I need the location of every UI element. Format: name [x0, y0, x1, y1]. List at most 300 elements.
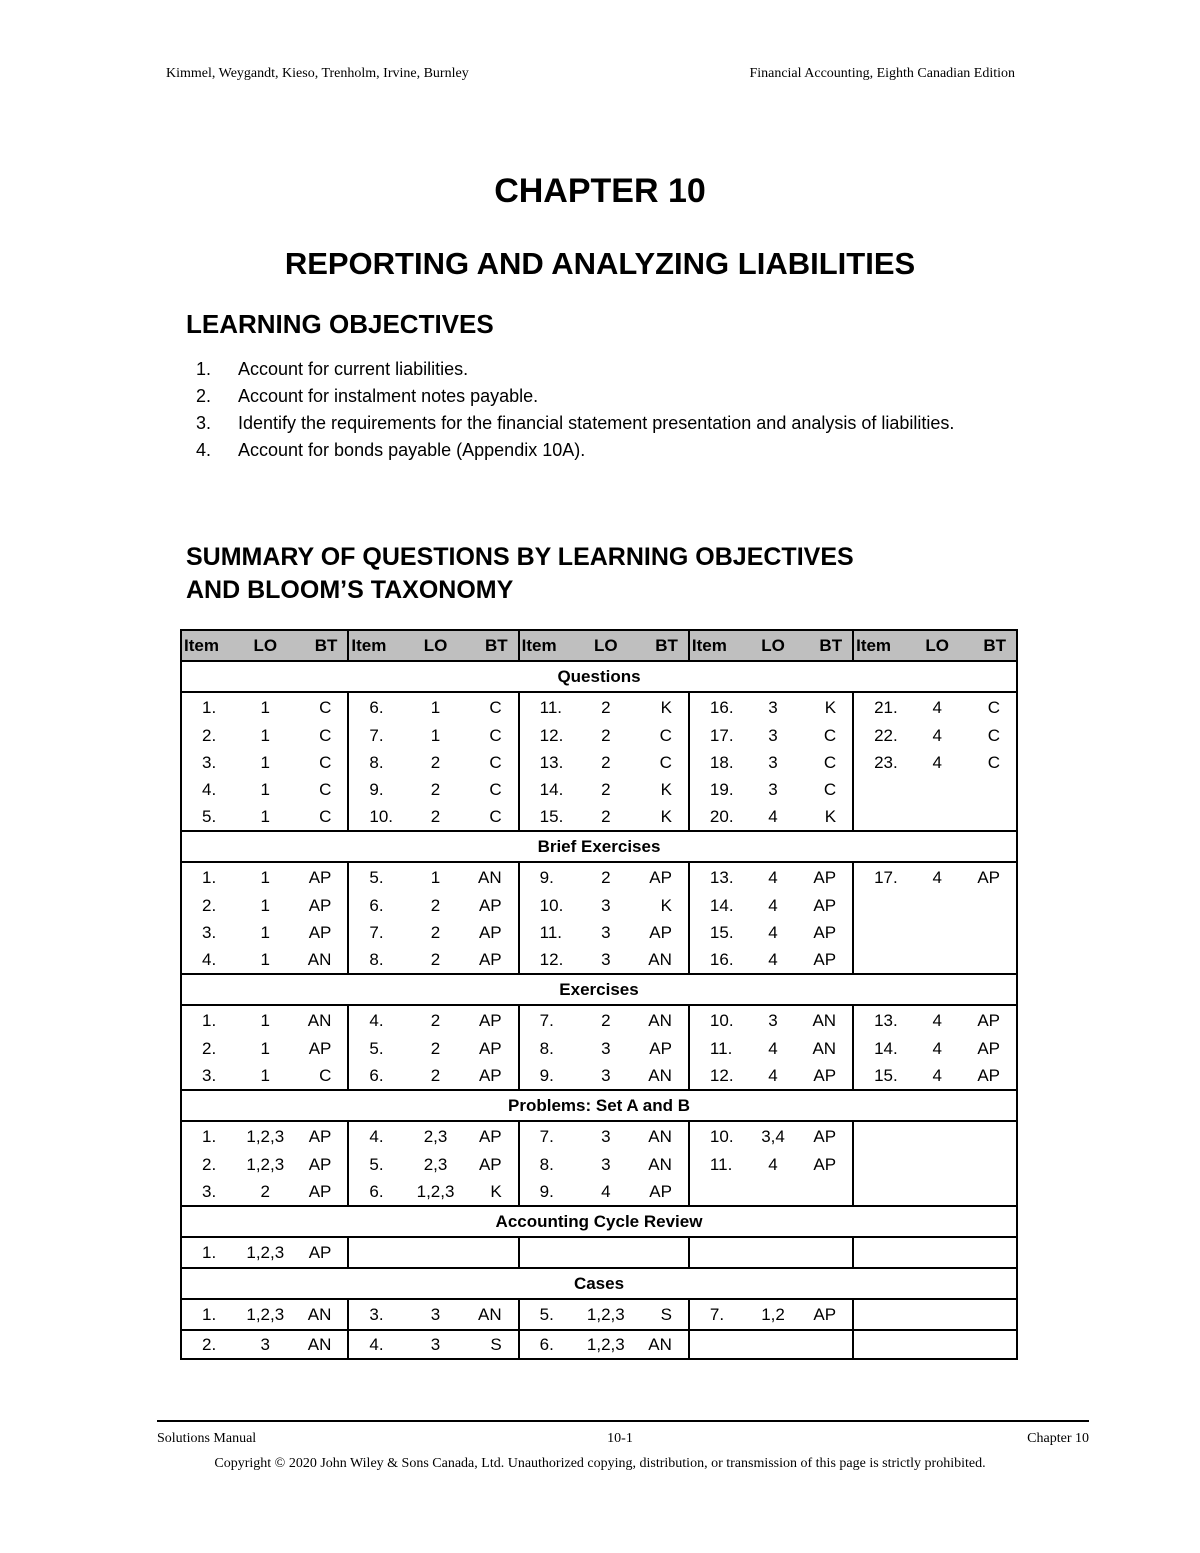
column-header-bt: BT [289, 630, 348, 661]
cell-bt: S [460, 1330, 519, 1359]
cell-lo: 3 [411, 1330, 459, 1359]
cell-lo: 3 [582, 1062, 630, 1090]
cell-lo: 3 [768, 779, 778, 799]
cell-item: 3. [181, 1178, 241, 1206]
cell-bt: AP [958, 1005, 1017, 1035]
cell-bt: K [794, 803, 853, 831]
cell-lo: 3 [768, 752, 778, 772]
cell-bt: C [489, 779, 502, 799]
cell-item: 2. [181, 1035, 241, 1062]
cell-lo: 4 [932, 697, 942, 717]
cell-item: 13. [853, 1005, 916, 1035]
cell-bt [958, 1121, 1017, 1151]
cell-bt: AN [478, 867, 502, 887]
cell-bt: AP [478, 1010, 502, 1030]
cell-item: 12. [519, 722, 582, 749]
learning-objective-item [196, 437, 1026, 464]
running-header-book-title: Financial Accounting, Eighth Canadian Edition [749, 66, 1015, 81]
column-header-bt: BT [958, 630, 1017, 661]
cell-bt: AN [289, 946, 348, 974]
cell-bt: K [460, 1178, 519, 1206]
cell-item [853, 892, 916, 919]
cell-lo [916, 776, 958, 803]
cell-lo: 2 [601, 779, 611, 799]
table-row [181, 1121, 1017, 1151]
cell-bt: C [460, 803, 519, 831]
cell-item: 6. [348, 692, 411, 722]
cell-lo: 1,2,3 [246, 1154, 285, 1174]
cell-item: 6. [519, 1330, 582, 1359]
cell-bt: K [660, 895, 672, 915]
cell-bt: AP [289, 1237, 348, 1268]
cell-lo: 3,4 [761, 1126, 785, 1146]
table-row [181, 749, 1017, 776]
section-header-row [181, 831, 1017, 862]
footer-chapter: Chapter 10 [1027, 1431, 1089, 1446]
cell-bt: AP [649, 922, 672, 942]
cell-item: 6. [348, 892, 411, 919]
cell-item: 16. [689, 692, 752, 722]
cell-item: 13. [689, 862, 752, 892]
cell-bt: AN [812, 1010, 837, 1030]
cell-bt: AP [958, 862, 1017, 892]
cell-bt: AN [648, 1126, 672, 1146]
cell-bt: AP [308, 1038, 332, 1058]
cell-bt: AP [813, 867, 837, 887]
cell-item: 7. [519, 1121, 582, 1151]
cell-item: 10. [519, 892, 582, 919]
column-header-bt: BT [794, 630, 853, 661]
table-row [181, 692, 1017, 722]
cell-item: 1. [181, 862, 241, 892]
cell-lo: 2 [601, 867, 611, 887]
cell-lo: 4 [916, 1062, 958, 1090]
cell-item: 5. [519, 1299, 582, 1330]
cell-bt: AP [794, 1062, 853, 1090]
cell-lo: 1 [260, 752, 270, 772]
objective-text: Identify the requirements for the financial statement presentation and analysis of liabilities. [238, 413, 955, 433]
cell-bt [958, 1299, 1017, 1330]
section-title: Cases [181, 1268, 1017, 1299]
footer-page-number: 10-1 [607, 1431, 633, 1446]
cell-lo: 2 [601, 725, 611, 745]
cell-item: 11. [689, 1151, 752, 1178]
table-row [181, 1330, 1017, 1359]
cell-item: 23. [853, 749, 916, 776]
cell-lo: 2 [601, 1010, 611, 1030]
cell-lo: 1 [430, 867, 441, 887]
cell-bt: AP [813, 1154, 837, 1174]
cell-lo: 2 [430, 922, 441, 942]
cell-bt: AN [289, 1299, 348, 1330]
cell-lo: 1 [260, 779, 270, 799]
cell-lo [916, 1121, 958, 1151]
cell-bt: K [630, 803, 689, 831]
objective-number: 2. [196, 386, 212, 406]
cell-lo: 2 [241, 1178, 289, 1206]
table-row [181, 1237, 1017, 1268]
cell-lo: 2 [430, 779, 441, 799]
cell-bt: K [660, 779, 672, 799]
cell-lo [916, 1151, 958, 1178]
cell-bt [630, 1237, 689, 1268]
cell-lo: 3 [768, 1010, 778, 1030]
column-header-item: Item [348, 630, 411, 661]
cell-lo: 1 [260, 697, 270, 717]
cell-item: 12. [519, 946, 582, 974]
cell-lo: 1,2,3 [582, 1299, 630, 1330]
cell-item: 2. [181, 722, 241, 749]
section-header-row [181, 974, 1017, 1005]
cell-bt: C [319, 752, 332, 772]
cell-bt: AN [289, 1330, 348, 1359]
cell-bt: C [958, 692, 1017, 722]
cell-item [853, 1121, 916, 1151]
cell-bt: AP [813, 922, 837, 942]
cell-item: 7. [689, 1299, 752, 1330]
cell-item: 7. [348, 919, 411, 946]
cell-lo [752, 1237, 794, 1268]
footer-copyright: Copyright © 2020 John Wiley & Sons Canada, Ltd. Unauthorized copying, distribution, or transmission of this page is strictly prohibited. [214, 1456, 986, 1471]
cell-item [519, 1237, 582, 1268]
cell-item: 10. [689, 1121, 752, 1151]
cell-item: 2. [181, 1151, 241, 1178]
cell-item [853, 946, 916, 974]
cell-lo: 4 [752, 803, 794, 831]
cell-lo: 1,2 [752, 1299, 794, 1330]
cell-item: 19. [689, 776, 752, 803]
cell-bt: AP [478, 922, 502, 942]
section-header-row [181, 1206, 1017, 1237]
cell-lo: 4 [932, 1010, 942, 1030]
cell-lo: 1 [260, 725, 270, 745]
cell-lo [916, 1330, 958, 1359]
chapter-title: REPORTING AND ANALYZING LIABILITIES [284, 246, 916, 281]
cell-bt: S [630, 1299, 689, 1330]
cell-lo: 4 [932, 867, 942, 887]
cell-bt: AP [649, 1038, 672, 1058]
cell-item: 5. [348, 862, 411, 892]
cell-item: 4. [348, 1121, 411, 1151]
cell-lo: 2 [430, 1038, 441, 1058]
cell-lo: 1 [260, 922, 270, 942]
cell-bt: AP [958, 1062, 1017, 1090]
cell-bt: C [823, 779, 837, 799]
cell-item: 8. [519, 1151, 582, 1178]
cell-bt: AP [308, 922, 332, 942]
section-header-row [181, 661, 1017, 692]
cell-lo: 3 [582, 946, 630, 974]
cell-item: 20. [689, 803, 752, 831]
cell-item: 2. [181, 1330, 241, 1359]
cell-lo [916, 1299, 958, 1330]
table-row [181, 722, 1017, 749]
objective-text: Account for instalment notes payable. [238, 386, 539, 406]
cell-bt [958, 892, 1017, 919]
cell-lo: 3 [601, 1154, 611, 1174]
cell-item: 4. [181, 946, 241, 974]
cell-lo: 4 [752, 946, 794, 974]
cell-lo [752, 1178, 794, 1206]
cell-bt [958, 919, 1017, 946]
table-row [181, 862, 1017, 892]
cell-lo: 1,2,3 [582, 1330, 630, 1359]
cell-item: 14. [853, 1035, 916, 1062]
cell-item: 16. [689, 946, 752, 974]
table-row [181, 776, 1017, 803]
cell-lo: 1 [260, 867, 270, 887]
cell-item: 11. [689, 1035, 752, 1062]
cell-item: 11. [519, 692, 582, 722]
cell-lo: 2 [601, 697, 611, 717]
cell-bt: C [489, 725, 502, 745]
section-title: Accounting Cycle Review [181, 1206, 1017, 1237]
cell-bt: AP [958, 1035, 1017, 1062]
footer-divider [157, 1420, 1089, 1422]
cell-lo: 1 [260, 1038, 270, 1058]
cell-bt: AP [308, 867, 332, 887]
cell-bt: AP [794, 1299, 853, 1330]
cell-item: 3. [181, 1062, 241, 1090]
cell-lo [411, 1237, 459, 1268]
cell-lo: 4 [932, 752, 942, 772]
summary-heading [186, 541, 854, 607]
section-title: Questions [181, 661, 1017, 692]
cell-item [853, 1330, 916, 1359]
cell-bt: C [659, 725, 672, 745]
cell-item: 9. [519, 1178, 582, 1206]
cell-lo: 1 [260, 895, 270, 915]
column-header-item: Item [181, 630, 241, 661]
table-header-row [181, 630, 1017, 661]
cell-item: 3. [181, 749, 241, 776]
cell-item: 1. [181, 1299, 241, 1330]
section-title: Brief Exercises [181, 831, 1017, 862]
cell-bt: AN [460, 1299, 519, 1330]
table-row [181, 803, 1017, 831]
cell-bt [794, 1178, 853, 1206]
cell-item: 9. [519, 862, 582, 892]
cell-bt [958, 1237, 1017, 1268]
cell-item [689, 1178, 752, 1206]
cell-bt: AP [813, 1126, 837, 1146]
cell-bt: AP [308, 1126, 332, 1146]
cell-lo: 4 [768, 895, 778, 915]
cell-bt [958, 1178, 1017, 1206]
cell-bt: K [660, 697, 672, 717]
cell-lo: 3 [601, 1126, 611, 1146]
column-header-bt: BT [460, 630, 519, 661]
cell-bt [460, 1237, 519, 1268]
column-header-lo: LO [752, 630, 794, 661]
table-row [181, 1178, 1017, 1206]
cell-bt: AN [307, 1010, 332, 1030]
cell-item: 17. [853, 862, 916, 892]
cell-item: 1. [181, 1237, 241, 1268]
cell-item: 5. [348, 1151, 411, 1178]
cell-bt: AP [460, 946, 519, 974]
learning-objective-item [196, 410, 1026, 437]
cell-item: 22. [853, 722, 916, 749]
cell-bt: C [958, 722, 1017, 749]
column-header-item: Item [689, 630, 752, 661]
cell-bt [958, 776, 1017, 803]
objective-number: 3. [196, 413, 212, 433]
table-row [181, 919, 1017, 946]
cell-lo: 3 [768, 725, 778, 745]
table-row [181, 1035, 1017, 1062]
cell-bt [794, 1237, 853, 1268]
cell-bt: AP [478, 1154, 502, 1174]
cell-item: 3. [181, 919, 241, 946]
cell-bt: C [659, 752, 672, 772]
cell-bt: C [319, 725, 332, 745]
column-header-lo: LO [916, 630, 958, 661]
cell-item: 10. [689, 1005, 752, 1035]
cell-item [853, 1299, 916, 1330]
cell-bt: C [489, 752, 502, 772]
summary-heading-line: AND BLOOM’S TAXONOMY [186, 576, 514, 604]
cell-lo: 1 [430, 697, 441, 717]
cell-bt [958, 1151, 1017, 1178]
cell-item [853, 1237, 916, 1268]
learning-objective-item [196, 356, 1026, 383]
cell-item: 7. [519, 1005, 582, 1035]
cell-item: 11. [519, 919, 582, 946]
chapter-number: CHAPTER 10 [494, 172, 706, 210]
objective-number: 4. [196, 440, 212, 460]
cell-lo: 3 [411, 1299, 459, 1330]
cell-item: 9. [519, 1062, 582, 1090]
cell-bt: AN [648, 1010, 672, 1030]
cell-item: 5. [181, 803, 241, 831]
cell-lo: 2,3 [423, 1126, 448, 1146]
cell-bt: C [319, 779, 332, 799]
cell-bt: AP [308, 1154, 332, 1174]
cell-lo: 4 [768, 1038, 778, 1058]
cell-lo: 3 [601, 1038, 611, 1058]
cell-lo: 4 [768, 922, 778, 942]
cell-item: 2. [181, 892, 241, 919]
cell-lo: 2,3 [423, 1154, 448, 1174]
cell-item: 1. [181, 692, 241, 722]
cell-item [853, 776, 916, 803]
cell-item: 4. [348, 1005, 411, 1035]
table-row [181, 1299, 1017, 1330]
summary-heading-line: SUMMARY OF QUESTIONS BY LEARNING OBJECTIVES [186, 543, 854, 571]
objective-text: Account for current liabilities. [238, 359, 469, 379]
column-header-item: Item [519, 630, 582, 661]
cell-lo [916, 946, 958, 974]
cell-lo: 1,2,3 [241, 1237, 289, 1268]
cell-lo [916, 1237, 958, 1268]
column-header-lo: LO [582, 630, 630, 661]
cell-bt [958, 1330, 1017, 1359]
cell-lo: 4 [768, 867, 778, 887]
cell-lo: 1 [241, 946, 289, 974]
cell-lo: 2 [430, 752, 441, 772]
cell-bt: C [319, 697, 332, 717]
cell-bt: AN [630, 1330, 689, 1359]
cell-item: 1. [181, 1121, 241, 1151]
cell-item: 12. [689, 1062, 752, 1090]
cell-item [348, 1237, 411, 1268]
cell-item: 15. [689, 919, 752, 946]
cell-bt: AN [812, 1038, 837, 1058]
cell-bt: AP [478, 1038, 502, 1058]
cell-item [853, 1151, 916, 1178]
column-header-bt: BT [630, 630, 689, 661]
summary-table-body [181, 630, 1017, 1359]
cell-item [853, 919, 916, 946]
cell-item: 8. [348, 749, 411, 776]
cell-item: 17. [689, 722, 752, 749]
table-row [181, 892, 1017, 919]
objective-number: 1. [196, 359, 212, 379]
section-title: Problems: Set A and B [181, 1090, 1017, 1121]
cell-bt: AP [813, 895, 837, 915]
cell-item: 21. [853, 692, 916, 722]
cell-bt: C [289, 1062, 348, 1090]
column-header-lo: LO [411, 630, 459, 661]
cell-bt: AP [794, 946, 853, 974]
cell-item: 4. [348, 1330, 411, 1359]
cell-item: 10. [348, 803, 411, 831]
cell-lo: 3 [768, 697, 778, 717]
cell-lo: 4 [932, 725, 942, 745]
cell-item: 7. [348, 722, 411, 749]
cell-lo: 1,2,3 [246, 1126, 285, 1146]
cell-bt: AN [630, 1062, 689, 1090]
cell-lo: 2 [601, 752, 611, 772]
cell-lo [916, 892, 958, 919]
cell-lo: 1 [430, 725, 441, 745]
table-row [181, 1062, 1017, 1090]
cell-bt: C [289, 803, 348, 831]
cell-item: 8. [348, 946, 411, 974]
table-row [181, 1151, 1017, 1178]
cell-item: 14. [689, 892, 752, 919]
cell-item: 4. [181, 776, 241, 803]
cell-bt: C [823, 725, 837, 745]
table-row [181, 1005, 1017, 1035]
cell-bt [958, 803, 1017, 831]
cell-item: 13. [519, 749, 582, 776]
cell-lo: 2 [430, 1010, 441, 1030]
cell-lo: 2 [411, 946, 459, 974]
cell-item [689, 1237, 752, 1268]
learning-objectives-heading: LEARNING OBJECTIVES [186, 309, 494, 339]
cell-lo [916, 803, 958, 831]
learning-objectives-list [196, 356, 1026, 464]
cell-lo [752, 1330, 794, 1359]
cell-bt: AP [478, 1126, 502, 1146]
cell-item: 9. [348, 776, 411, 803]
summary-table [180, 629, 1018, 1360]
cell-item [853, 803, 916, 831]
cell-lo: 3 [601, 922, 611, 942]
cell-item: 5. [348, 1035, 411, 1062]
cell-lo [916, 919, 958, 946]
cell-lo: 2 [430, 895, 441, 915]
cell-lo: 1 [260, 1010, 270, 1030]
cell-lo: 1 [241, 803, 289, 831]
cell-lo: 4 [932, 1038, 942, 1058]
cell-lo: 1 [241, 1062, 289, 1090]
objective-text: Account for bonds payable (Appendix 10A). [238, 440, 586, 460]
cell-lo: 2 [411, 803, 459, 831]
cell-lo: 2 [582, 803, 630, 831]
